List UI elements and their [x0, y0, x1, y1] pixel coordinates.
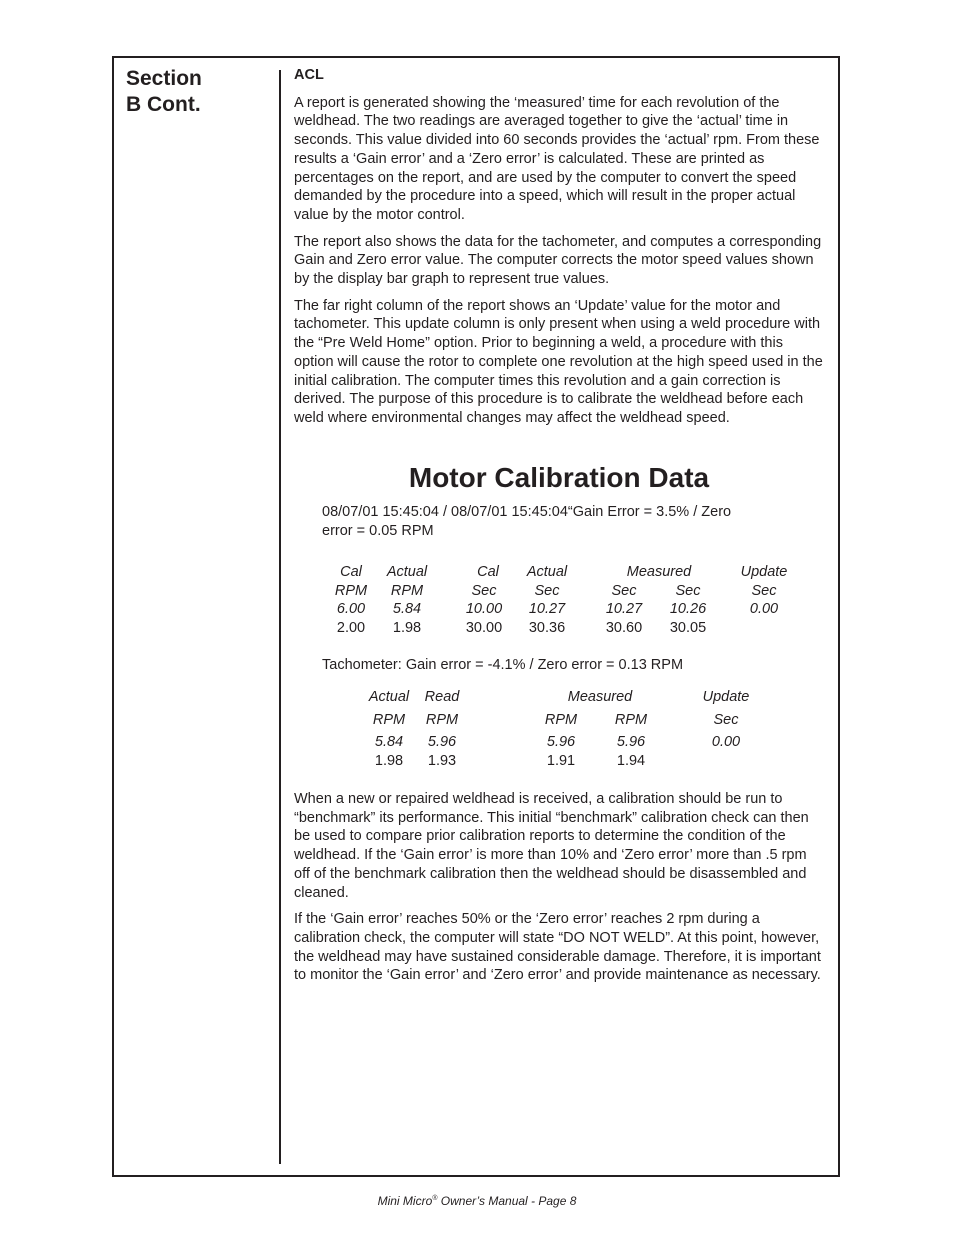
- tach-unit: RPM: [372, 712, 406, 728]
- tach-cell: 1.94: [616, 753, 646, 769]
- tach-unit: RPM: [544, 712, 578, 728]
- motor-cell: 30.05: [669, 620, 707, 636]
- tach-cell: 5.96: [616, 734, 646, 750]
- report-header-line-1: 08/07/01 15:45:04 / 08/07/01 15:45:04“Gain Error = 3.5% / Zero: [322, 504, 732, 520]
- tach-cell: 1.93: [427, 753, 457, 769]
- tach-cell: 5.96: [427, 734, 457, 750]
- motor-header: Actual: [386, 564, 428, 580]
- section-heading-line-2: B Cont.: [126, 93, 201, 116]
- paragraph: The report also shows the data for the tachometer, and computes a corresponding Gain and Zero error value. The computer corrects the motor speed values shown by the display bar graph to represent true values.: [294, 233, 822, 288]
- tach-cell: 1.98: [374, 753, 404, 769]
- section-heading-line-1: Section: [126, 67, 202, 90]
- motor-unit: Sec: [611, 583, 637, 599]
- motor-cell: 30.36: [528, 620, 566, 636]
- tachometer-summary: Tachometer: Gain error = -4.1% / Zero error = 0.13 RPM: [322, 657, 684, 673]
- footer-page: Owner’s Manual - Page 8: [437, 1194, 577, 1208]
- motor-header: Cal: [477, 564, 499, 580]
- motor-unit: RPM: [390, 583, 424, 599]
- motor-unit: Sec: [675, 583, 701, 599]
- motor-header: Actual: [526, 564, 568, 580]
- tach-unit: Sec: [713, 712, 739, 728]
- tach-unit: RPM: [425, 712, 459, 728]
- motor-cell: 10.26: [669, 601, 707, 617]
- tach-header: Measured: [567, 689, 633, 705]
- motor-cell: 10.27: [528, 601, 566, 617]
- page-footer: [0, 1194, 954, 1208]
- closing-content: [294, 790, 826, 993]
- registered-mark: ®: [432, 1195, 438, 1202]
- motor-cell: 5.84: [392, 601, 422, 617]
- motor-header: Measured: [626, 564, 692, 580]
- paragraph: If the ‘Gain error’ reaches 50% or the ‘Zero error’ reaches 2 rpm during a calibration check, the computer will state “DO NOT WELD”. At this point, however, the weldhead may have sustained considerable damage. Therefore, it is important to monitor the ‘Gain error’ and ‘Zero error’ and provide maintenance as necessary.: [294, 911, 821, 984]
- report-header-line-2: error = 0.05 RPM: [322, 523, 434, 539]
- tach-cell: 0.00: [711, 734, 741, 750]
- paragraph: When a new or repaired weldhead is received, a calibration should be run to “benchmark” its performance. This initial “benchmark” calibration check can then be used to compare prior calibration reports to determine the condition of the weldhead. If the ‘Gain error’ is more than 10% and ‘Zero error’ more than .5 rpm off of the benchmark calibration then the weldhead should be disassembled and cleaned.: [294, 791, 809, 901]
- motor-unit: Sec: [471, 583, 497, 599]
- motor-cell: 30.00: [465, 620, 503, 636]
- tach-header: Actual: [368, 689, 410, 705]
- footer-product: Mini Micro: [377, 1194, 433, 1208]
- paragraph: The far right column of the report shows an ‘Update’ value for the motor and tachometer. This update column is only present when using a weld procedure with the “Pre Weld Home” option. Prior to beginning a weld, a procedure with this option will cause the rotor to complete one revolution at the high speed used in the initial calibration. The computer times this revolution and a gain correction is derived. The purpose of this procedure is to calibrate the weldhead before each weld where environmental changes may affect the weldhead speed.: [294, 297, 823, 426]
- subheading: ACL: [294, 67, 324, 83]
- tach-cell: 1.91: [546, 753, 576, 769]
- intro-content: [294, 66, 826, 436]
- tach-cell: 5.96: [546, 734, 576, 750]
- column-divider: [279, 70, 281, 1164]
- motor-unit: Sec: [751, 583, 777, 599]
- motor-cell: 10.00: [465, 601, 503, 617]
- motor-unit: Sec: [534, 583, 560, 599]
- report-title: Motor Calibration Data: [408, 462, 710, 493]
- motor-header: Update: [740, 564, 788, 580]
- tach-header: Update: [702, 689, 750, 705]
- tach-unit: RPM: [614, 712, 648, 728]
- motor-cell: 6.00: [336, 601, 366, 617]
- motor-cell: 2.00: [336, 620, 366, 636]
- motor-cell: 10.27: [605, 601, 643, 617]
- motor-cell: 30.60: [605, 620, 643, 636]
- section-heading: [126, 66, 202, 118]
- motor-cell: 0.00: [749, 601, 779, 617]
- tach-header: Read: [424, 689, 460, 705]
- motor-cell: 1.98: [392, 620, 422, 636]
- tach-cell: 5.84: [374, 734, 404, 750]
- paragraph: A report is generated showing the ‘measured’ time for each revolution of the weldhead. The two readings are averaged together to give the ‘actual’ time in seconds. This value divided into 60 seconds provides the ‘actual’ rpm. From these results a ‘Gain error’ and a ‘Zero error’ is calculated. These are printed as percentages on the report, and are used by the computer to convert the speed demanded by the procedure into a speed, which will result in the proper actual value by the motor control.: [294, 94, 820, 223]
- motor-unit: RPM: [334, 583, 368, 599]
- motor-header: Cal: [340, 564, 362, 580]
